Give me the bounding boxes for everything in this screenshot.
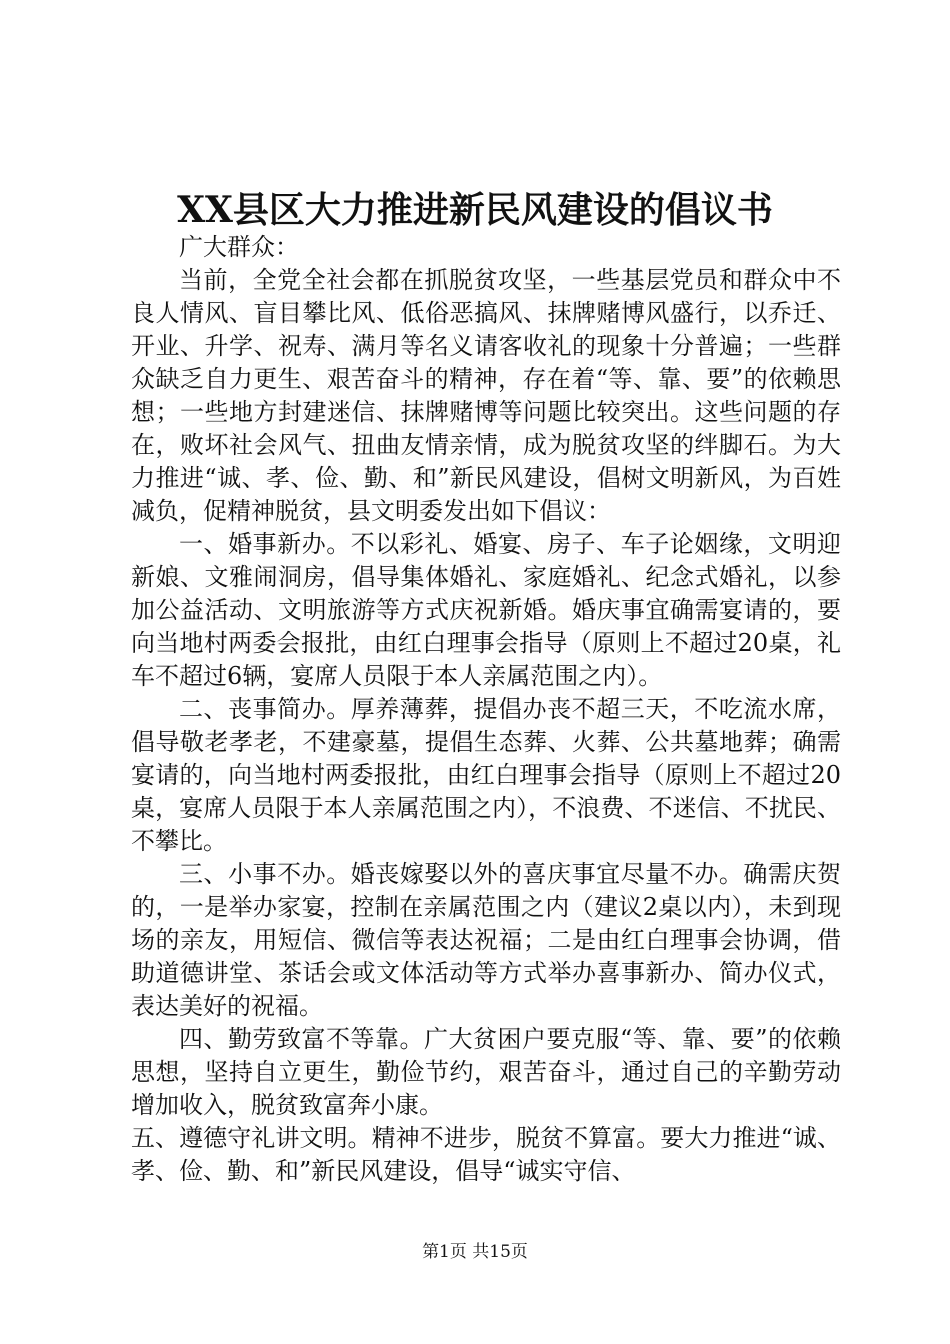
paragraph-item-3: 三、小事不办。婚丧嫁娶以外的喜庆事宜尽量不办。确需庆贺的，一是举办家宴，控制在亲属范围之内（建议2桌以内），未到现场的亲友，用短信、微信等表达祝福；二是由红白理事会协调，借助道德讲堂、茶话会或文体活动等方式举办喜事新办、简办仪式，表达美好的祝福。 xyxy=(131,860,841,1020)
document-title: XX县区大力推进新民风建设的倡议书 xyxy=(177,189,773,231)
salutation: 广大群众： xyxy=(179,233,299,261)
document-body xyxy=(131,231,841,1188)
paragraph-item-1: 一、婚事新办。不以彩礼、婚宴、房子、车子论姻缘，文明迎新娘、文雅闹洞房，倡导集体婚礼、家庭婚礼、纪念式婚礼，以参加公益活动、文明旅游等方式庆祝新婚。婚庆事宜确需宴请的，要向当地村两委会报批，由红白理事会指导（原则上不超过20桌，礼车不超过6辆，宴席人员限于本人亲属范围之内）。 xyxy=(131,530,841,690)
paragraph-intro: 当前，全党全社会都在抓脱贫攻坚，一些基层党员和群众中不良人情风、盲目攀比风、低俗恶搞风、抹牌赌博风盛行，以乔迁、开业、升学、祝寿、满月等名义请客收礼的现象十分普遍；一些群众缺乏自力更生、艰苦奋斗的精神，存在着“等、靠、要”的依赖思想；一些地方封建迷信、抹牌赌博等问题比较突出。这些问题的存在，败坏社会风气、扭曲友情亲情，成为脱贫攻坚的绊脚石。为大力推进“诚、孝、俭、勤、和”新民风建设，倡树文明新风，为百姓减负，促精神脱贫，县文明委发出如下倡议： xyxy=(131,266,841,525)
page-footer: 第1页 共15页 xyxy=(422,1242,528,1262)
paragraph-item-4: 四、勤劳致富不等靠。广大贫困户要克服“等、靠、要”的依赖思想，坚持自立更生，勤俭节约，艰苦奋斗，通过自己的辛勤劳动增加收入，脱贫致富奔小康。 xyxy=(131,1025,841,1119)
paragraph-item-2: 二、丧事简办。厚养薄葬，提倡办丧不超三天，不吃流水席，倡导敬老孝老，不建豪墓，提倡生态葬、火葬、公共墓地葬；确需宴请的，向当地村两委报批，由红白理事会指导（原则上不超过20桌，宴席人员限于本人亲属范围之内），不浪费、不迷信、不扰民、不攀比。 xyxy=(131,695,841,855)
paragraph-item-5: 五、遵德守礼讲文明。精神不进步，脱贫不算富。要大力推进“诚、孝、俭、勤、和”新民风建设，倡导“诚实守信、 xyxy=(131,1124,841,1185)
